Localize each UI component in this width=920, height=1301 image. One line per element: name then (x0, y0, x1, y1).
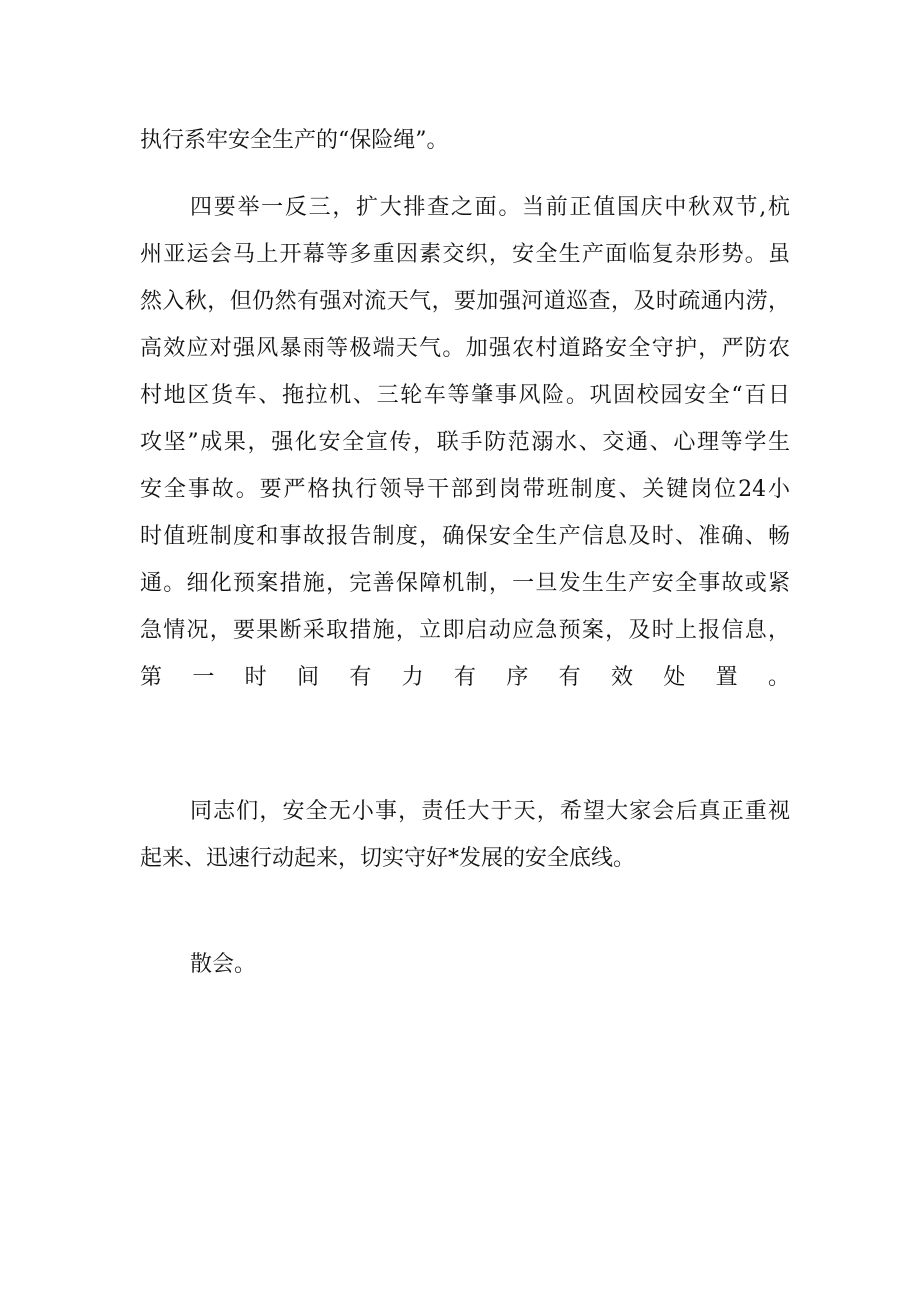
paragraph-2-line-1: 四要举一反三，扩大排查之面。当前正值国庆中秋双节,杭 (190, 195, 790, 220)
paragraph-4-line-1: 散会。 (190, 952, 257, 977)
paragraph-2-line-5: 村地区货车、拖拉机、三轮车等肇事风险。巩固校园安全“百日 (140, 383, 790, 408)
paragraph-2-line-10: 急情况，要果断采取措施，立即启动应急预案，及时上报信息， (140, 618, 790, 643)
paragraph-2-line-4: 高效应对强风暴雨等极端天气。加强农村道路安全守护，严防农 (140, 336, 790, 361)
paragraph-3-line-2: 起来、迅速行动起来，切实守好*发展的安全底线。 (140, 846, 636, 871)
paragraph-2-line-9: 通。细化预案措施，完善保障机制，一旦发生生产安全事故或紧 (140, 571, 790, 596)
paragraph-2-line-2: 州亚运会马上开幕等多重因素交织，安全生产面临复杂形势。虽 (140, 242, 790, 267)
paragraph-2-line-7: 安全事故。要严格执行领导干部到岗带班制度、关键岗位24小 (140, 477, 790, 502)
paragraph-2-line-11: 第一时间有力有序有效处置。 (140, 665, 790, 690)
paragraph-2-line-6: 攻坚”成果，强化安全宣传，联手防范溺水、交通、心理等学生 (140, 430, 790, 455)
paragraph-2-line-3: 然入秋，但仍然有强对流天气，要加强河道巡查，及时疏通内涝， (140, 289, 790, 314)
paragraph-3-line-1: 同志们，安全无小事，责任大于天，希望大家会后真正重视 (190, 799, 790, 824)
paragraph-2-line-8: 时值班制度和事故报告制度，确保安全生产信息及时、准确、畅 (140, 524, 790, 549)
paragraph-1-line-1: 执行系牢安全生产的“保险绳”。 (140, 128, 449, 153)
